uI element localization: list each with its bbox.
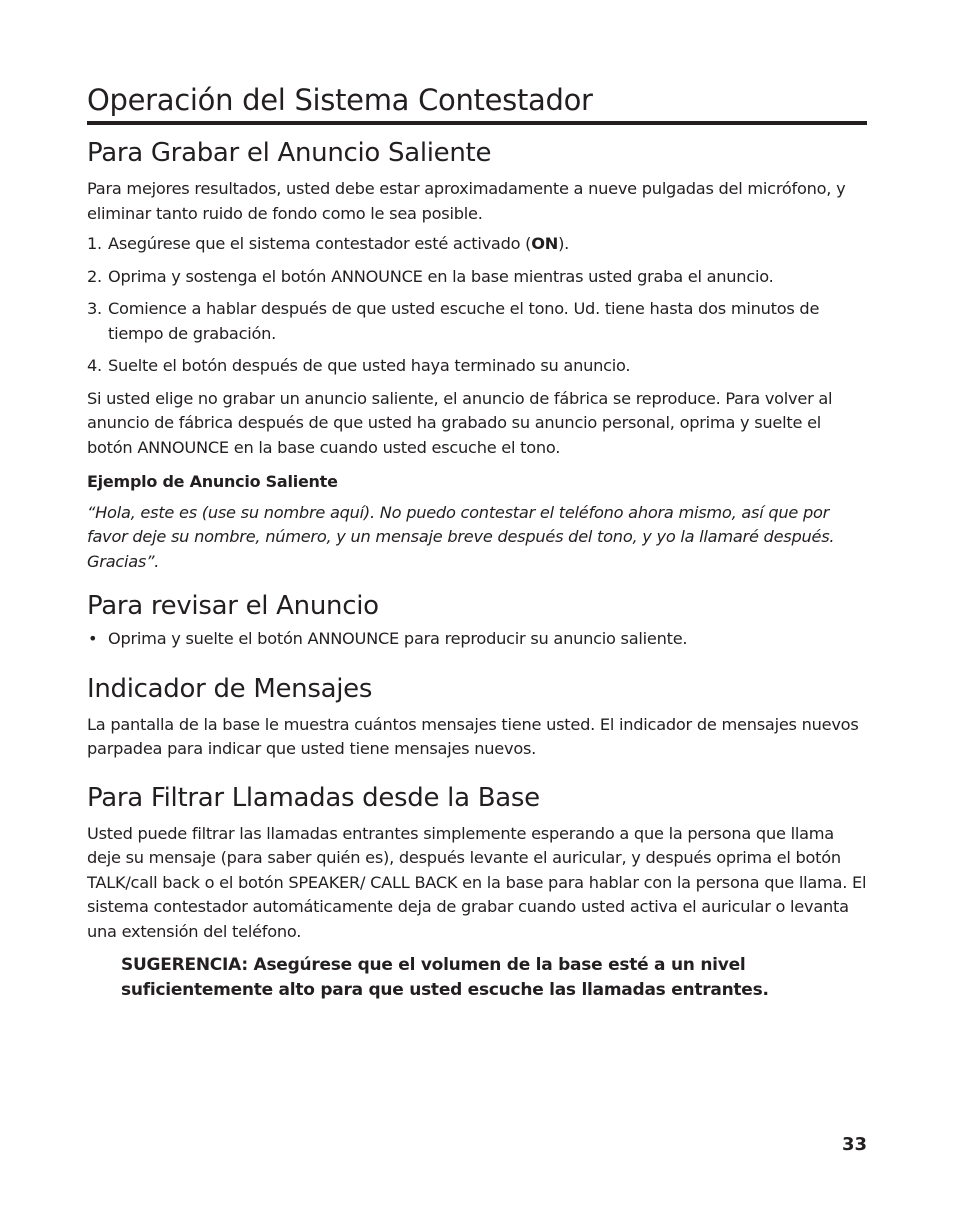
step-text: Oprima y sostenga el botón ANNOUNCE en la base mientras usted graba el anuncio. xyxy=(108,266,774,286)
review-bullet-item xyxy=(87,627,867,652)
title-rule xyxy=(87,121,867,125)
page-number: 33 xyxy=(841,1134,867,1155)
step-number: 3. xyxy=(87,299,102,318)
example-text: “Hola, este es (use su nombre aquí). No puedo contestar el teléfono ahora mismo, así que por favor deje su nombre, número, y un mensaje breve después del tono, y yo la llamaré después. Gracias”. xyxy=(87,502,835,571)
tip-note: SUGERENCIA: Asegúrese que el volumen de la base esté a un nivel suficientemente alto para que usted escuche las llamadas entrantes. xyxy=(121,955,769,1000)
record-step-4 xyxy=(87,354,867,379)
section-message-indicator xyxy=(87,671,867,762)
bullet-text: Oprima y suelte el botón ANNOUNCE para reproducir su anuncio saliente. xyxy=(108,629,688,648)
step-text-after: ). xyxy=(558,234,570,253)
step-text-bold: ON xyxy=(531,234,559,253)
indicator-text: La pantalla de la base le muestra cuántos mensajes tiene usted. El indicador de mensajes nuevos parpadea para indicar que usted tiene mensajes nuevos. xyxy=(87,714,859,758)
page-content xyxy=(87,80,867,1003)
section-call-screening xyxy=(87,780,867,1004)
record-intro: Para mejores resultados, usted debe estar aproximadamente a nueve pulgadas del micrófono, y eliminar tanto ruido de fondo como le sea posible. xyxy=(87,179,846,223)
step-number: 2. xyxy=(87,266,102,286)
record-step-2 xyxy=(87,265,867,290)
step-text-before: Asegúrese que el sistema contestador esté activado ( xyxy=(108,234,532,253)
step-number: 1. xyxy=(87,234,102,253)
record-step-1 xyxy=(87,232,867,257)
step-number: 4. xyxy=(87,356,102,375)
section-heading-screening: Para Filtrar Llamadas desde la Base xyxy=(87,782,540,813)
step-text: Suelte el botón después de que usted haya terminado su anuncio. xyxy=(108,356,631,375)
section-heading-review: Para revisar el Anuncio xyxy=(87,591,379,621)
page-title: Operación del Sistema Contestador xyxy=(87,83,593,117)
screening-text: Usted puede filtrar las llamadas entrantes simplemente esperando a que la persona que llama deje su mensaje (para saber quién es), después levante el auricular, y después oprima el botón TALK/call back o el botón SPEAKER/ CALL BACK en la base para hablar con la persona que llama. El sistema contestador automáticamente deja de grabar cuando usted activa el auricular o levanta una extensión del teléfono. xyxy=(87,823,867,941)
section-heading-indicator: Indicador de Mensajes xyxy=(87,673,373,704)
step-text: Comience a hablar después de que usted escuche el tono. Ud. tiene hasta dos minutos de tiempo de grabación. xyxy=(108,299,820,343)
bullet-icon: • xyxy=(88,629,98,648)
example-heading: Ejemplo de Anuncio Saliente xyxy=(87,472,338,491)
record-steps xyxy=(87,232,867,379)
review-bullets xyxy=(87,627,867,652)
section-record-announcement xyxy=(87,135,867,574)
record-step-3 xyxy=(87,297,867,346)
record-note: Si usted elige no grabar un anuncio saliente, el anuncio de fábrica se reproduce. Para volver al anuncio de fábrica después de que usted ha grabado su anuncio personal, oprima y suelte el botón ANNOUNCE en la base cuando usted escuche el tono. xyxy=(87,388,833,457)
section-review-announcement xyxy=(87,588,867,652)
section-heading-record: Para Grabar el Anuncio Saliente xyxy=(87,138,492,168)
